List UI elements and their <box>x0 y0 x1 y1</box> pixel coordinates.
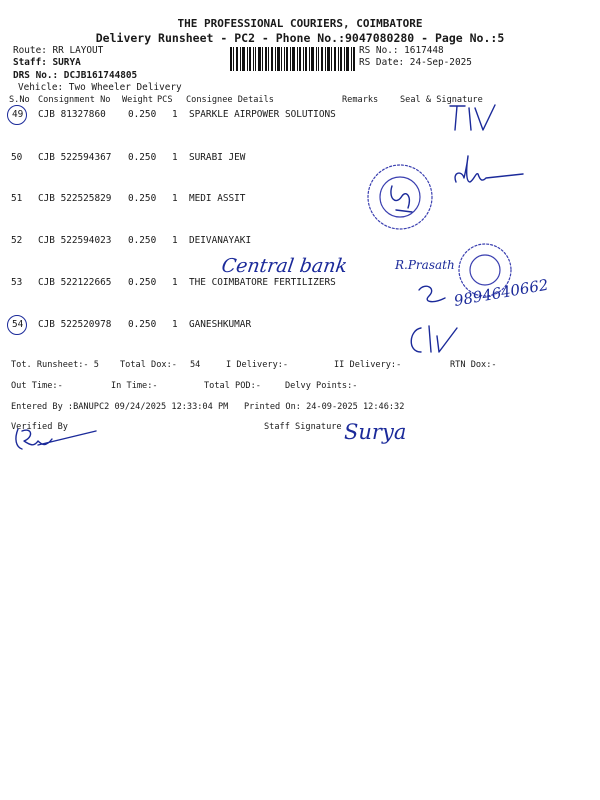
row-weight: 0.250 <box>128 152 157 163</box>
signature-row-50 <box>448 152 528 192</box>
total-dox-label: Total Dox:- <box>120 360 177 370</box>
row-sno: 52 <box>11 235 23 246</box>
in-time: In Time:- <box>111 381 158 391</box>
row-sno: 54 <box>12 319 24 330</box>
col-header-pcs: PCS <box>157 95 173 105</box>
out-time: Out Time:- <box>11 381 63 391</box>
i-delivery: I Delivery:- <box>226 360 289 370</box>
total-dox-value: 54 <box>190 360 201 370</box>
drs-number: DRS No.: DCJB161744805 <box>13 70 138 81</box>
row-pcs: 1 <box>172 277 178 288</box>
col-header-weight: Weight <box>122 95 154 105</box>
tot-runsheet: Tot. Runsheet:- 5 <box>11 360 99 370</box>
company-title: THE PROFESSIONAL COURIERS, COIMBATORE <box>177 17 423 30</box>
handwriting-phone <box>415 275 575 315</box>
row-consignment: CJB 81327860 <box>38 109 106 120</box>
row-consignee: GANESHKUMAR <box>189 319 252 330</box>
row-weight: 0.250 <box>128 277 157 288</box>
rs-date: RS Date: 24-Sep-2025 <box>359 57 472 68</box>
entered-by: Entered By :BANUPC2 09/24/2025 12:33:04 PM <box>11 402 229 412</box>
handwriting-sign: R.Prasath <box>395 258 455 272</box>
row-pcs: 1 <box>172 152 178 163</box>
staff-signature-label: Staff Signature <box>264 422 342 432</box>
staff-signature-text: Surya <box>344 420 407 444</box>
printed-on: Printed On: 24-09-2025 12:46:32 <box>244 402 405 412</box>
row-consignment: CJB 522525829 <box>38 193 112 204</box>
row-sno: 49 <box>12 109 24 120</box>
ii-delivery: II Delivery:- <box>334 360 402 370</box>
row-pcs: 1 <box>172 109 178 120</box>
row-sno: 53 <box>11 277 23 288</box>
col-header-remarks: Remarks <box>342 95 379 105</box>
handwriting-note: Central bank <box>220 254 349 277</box>
col-header-consignee: Consignee Details <box>186 95 274 105</box>
handwriting-phone-text: 9894640662 <box>452 275 550 310</box>
row-consignment: CJB 522594023 <box>38 235 112 246</box>
col-header-sno: S.No <box>9 95 30 105</box>
row-consignee: SURABI JEW <box>189 152 246 163</box>
verified-by: Verified By <box>11 422 68 432</box>
row-weight: 0.250 <box>128 319 157 330</box>
sno-circle-mark <box>7 105 27 125</box>
col-header-seal: Seal & Signature <box>400 95 483 105</box>
row-consignment: CJB 522122665 <box>38 277 112 288</box>
signature-row-49 <box>445 100 505 135</box>
signature-row-54 <box>405 320 465 360</box>
barcode-image <box>230 47 355 71</box>
row-pcs: 1 <box>172 235 178 246</box>
rs-number: RS No.: 1617448 <box>359 45 444 56</box>
row-consignee: SPARKLE AIRPOWER SOLUTIONS <box>189 109 336 120</box>
handwriting-central-bank <box>222 250 362 280</box>
row-pcs: 1 <box>172 319 178 330</box>
row-weight: 0.250 <box>128 109 157 120</box>
delvy-points: Delvy Points:- <box>285 381 358 391</box>
rtn-dox: RTN Dox:- <box>450 360 497 370</box>
row-consignee: MEDI ASSIT <box>189 193 246 204</box>
row-consignee: THE COIMBATORE FERTILIZERS <box>189 277 336 288</box>
stamp-seal-icon <box>362 162 442 232</box>
row-consignee: DEIVANAYAKI <box>189 235 252 246</box>
col-header-consignment: Consignment No <box>38 95 111 105</box>
row-consignment: CJB 522594367 <box>38 152 112 163</box>
route-label: Route: RR LAYOUT <box>13 45 104 56</box>
total-pod: Total POD:- <box>204 381 261 391</box>
vehicle-label: Vehicle: Two Wheeler Delivery <box>18 82 182 93</box>
runsheet-subtitle: Delivery Runsheet - PC2 - Phone No.:9047080280 - Page No.:5 <box>95 31 505 45</box>
verified-by-signature <box>12 423 102 455</box>
row-weight: 0.250 <box>128 193 157 204</box>
row-consignment: CJB 522520978 <box>38 319 112 330</box>
row-sno: 50 <box>11 152 23 163</box>
staff-signature <box>342 415 432 447</box>
row-pcs: 1 <box>172 193 178 204</box>
row-sno: 51 <box>11 193 23 204</box>
row-weight: 0.250 <box>128 235 157 246</box>
sno-circle-mark <box>7 315 27 335</box>
staff-label: Staff: SURYA <box>13 57 81 68</box>
